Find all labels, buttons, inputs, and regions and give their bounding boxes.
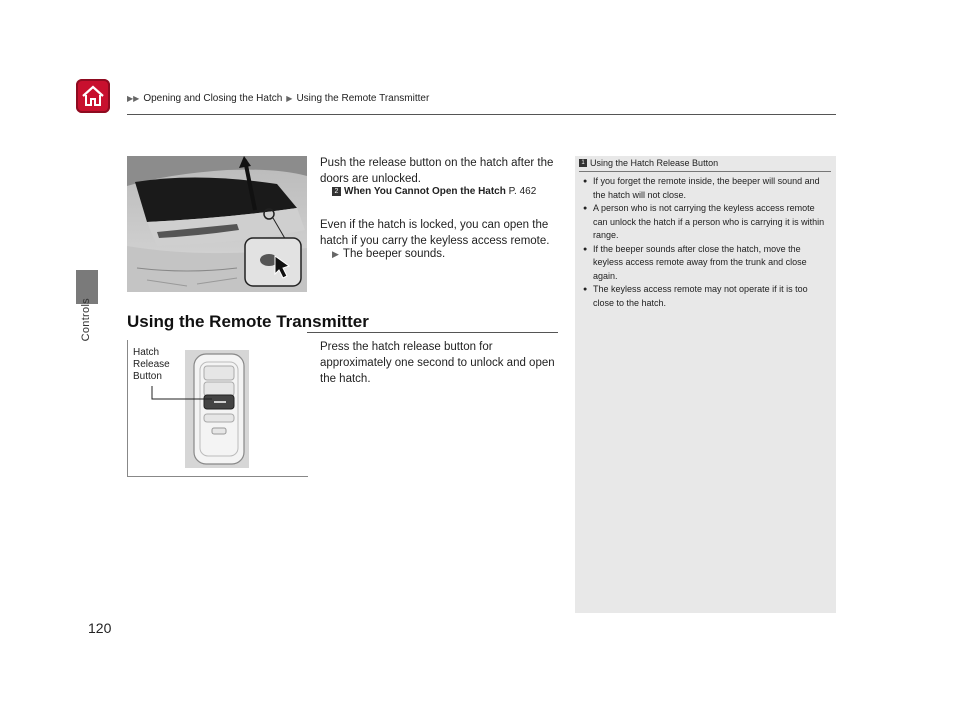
note-item: ● The keyless access remote may not operate if it is too close to the hatch. [583, 283, 828, 310]
breadcrumb [127, 93, 429, 104]
note-title: Using the Hatch Release Button [590, 158, 719, 168]
note-item: ● If the beeper sounds after close the hatch, move the keyless access remote away from the trunk and close again. [583, 243, 828, 284]
callout-line: Button [133, 371, 162, 382]
paragraph-locked-hatch: Even if the hatch is locked, you can open the hatch if you carry the keyless access remote. [320, 219, 550, 247]
hatch-release-button-callout [133, 347, 170, 383]
section-tab-label: Controls [80, 298, 92, 342]
breadcrumb-item-2[interactable]: Using the Remote Transmitter [296, 93, 430, 104]
cross-reference-link[interactable] [332, 186, 536, 197]
xref-page: P. 462 [508, 186, 537, 197]
callout-line: Release [133, 359, 170, 370]
hatch-illustration [127, 156, 307, 292]
breadcrumb-item-1[interactable]: Opening and Closing the Hatch [143, 93, 283, 104]
result-note [332, 248, 445, 260]
result-text: The beeper sounds. [342, 248, 446, 260]
note-item: ● If you forget the remote inside, the beeper will sound and the hatch will not close. [583, 175, 828, 202]
breadcrumb-arrow-icon: ▶▶ [127, 94, 140, 103]
header-divider [127, 114, 836, 115]
paragraph-push-release: Push the release button on the hatch after the doors are unlocked. [320, 157, 554, 185]
note-header [579, 158, 718, 168]
home-icon [81, 85, 105, 107]
paragraph-remote-transmitter: Press the hatch release button for approximately one second to unlock and open the hatch. [320, 341, 555, 385]
section-divider [307, 332, 558, 333]
callout-line: Hatch [133, 347, 160, 358]
reference-icon: 2 [332, 187, 341, 196]
breadcrumb-arrow-icon: ▶ [286, 94, 293, 103]
section-title: Using the Remote Transmitter [127, 312, 369, 331]
page-number: 120 [88, 620, 112, 636]
note-item: ● A person who is not carrying the keyless access remote can unlock the hatch if a person who is carrying it is within range. [583, 202, 828, 243]
note-icon: 1 [579, 159, 587, 167]
result-arrow-icon: ▶ [332, 249, 339, 259]
home-button[interactable] [76, 79, 110, 113]
xref-title: When You Cannot Open the Hatch [344, 186, 506, 197]
note-divider [579, 171, 831, 172]
note-list [583, 175, 828, 310]
